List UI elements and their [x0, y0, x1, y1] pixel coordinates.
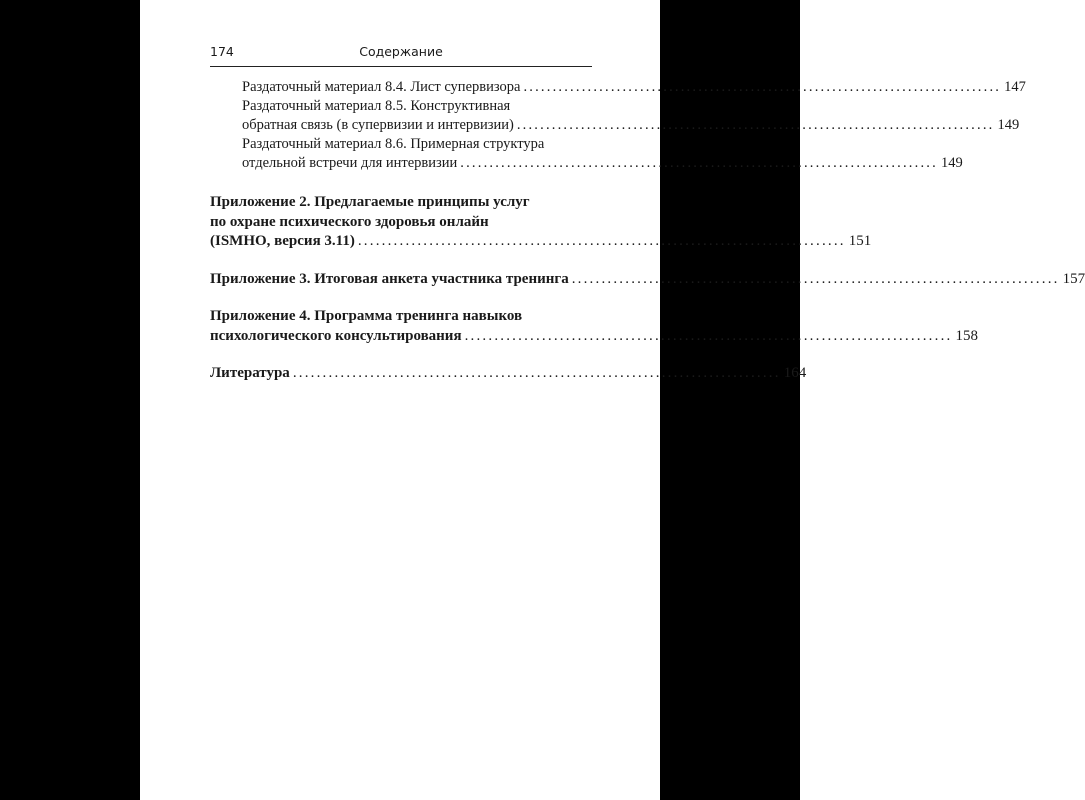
toc-entry-text: Раздаточный материал 8.5. Конструктивная: [242, 98, 511, 114]
toc-page-number: 164: [783, 365, 807, 381]
toc-entry-text: отдельной встречи для интервизии: [242, 155, 458, 171]
leader-dots: ..................................................................................: [357, 233, 846, 249]
page-number: 174: [210, 44, 234, 59]
leader-dots: ..................................................................................: [571, 270, 1060, 287]
toc-page-number: 157: [1062, 270, 1085, 287]
left-black-border: [0, 0, 140, 800]
leader-dots: ..................................................................................: [523, 79, 1002, 95]
leader-dots: ..................................................................................: [460, 155, 938, 171]
toc-entry-appendix-3[interactable]: [210, 270, 1085, 290]
header-rule: [210, 66, 592, 67]
toc-page-number: 158: [955, 327, 978, 344]
toc-entry-literature[interactable]: [210, 364, 807, 384]
toc-entry-handout-8-4[interactable]: [210, 78, 1026, 97]
table-of-contents: [210, 78, 1085, 384]
toc-entry-text: по охране психического здоровья онлайн: [210, 213, 489, 230]
toc-page-number: 149: [997, 117, 1020, 133]
toc-entry-appendix-2[interactable]: [210, 193, 872, 252]
running-title: Содержание: [359, 44, 443, 59]
leader-dots: ..................................................................................: [292, 365, 781, 381]
toc-entry-text: психологического консультирования: [210, 327, 462, 344]
toc-entry-text: Приложение 4. Программа тренинга навыков: [210, 308, 523, 324]
toc-entry-text: обратная связь (в супервизии и интервизии): [242, 117, 514, 133]
toc-page-number: 147: [1004, 79, 1026, 95]
toc-entry-text: Раздаточный материал 8.4. Лист супервизора: [242, 79, 521, 95]
toc-entry-appendix-4[interactable]: [210, 307, 978, 346]
book-page: [140, 0, 1085, 800]
toc-page-number: 151: [848, 233, 872, 249]
toc-entry-handout-8-5[interactable]: [210, 97, 1020, 135]
toc-entry-text: Приложение 3. Итоговая анкета участника тренинга: [210, 270, 569, 287]
toc-entry-text: Раздаточный материал 8.6. Примерная структура: [242, 136, 545, 152]
leader-dots: ..................................................................................: [516, 117, 995, 133]
leader-dots: ..................................................................................: [464, 327, 953, 344]
toc-entry-text: Литература: [210, 365, 290, 381]
toc-page-number: 149: [940, 155, 963, 171]
toc-entry-handout-8-6[interactable]: [210, 135, 963, 173]
toc-entry-text: (ISMHO, версия 3.11): [210, 233, 355, 249]
toc-entry-text: Приложение 2. Предлагаемые принципы услуг: [210, 194, 530, 210]
